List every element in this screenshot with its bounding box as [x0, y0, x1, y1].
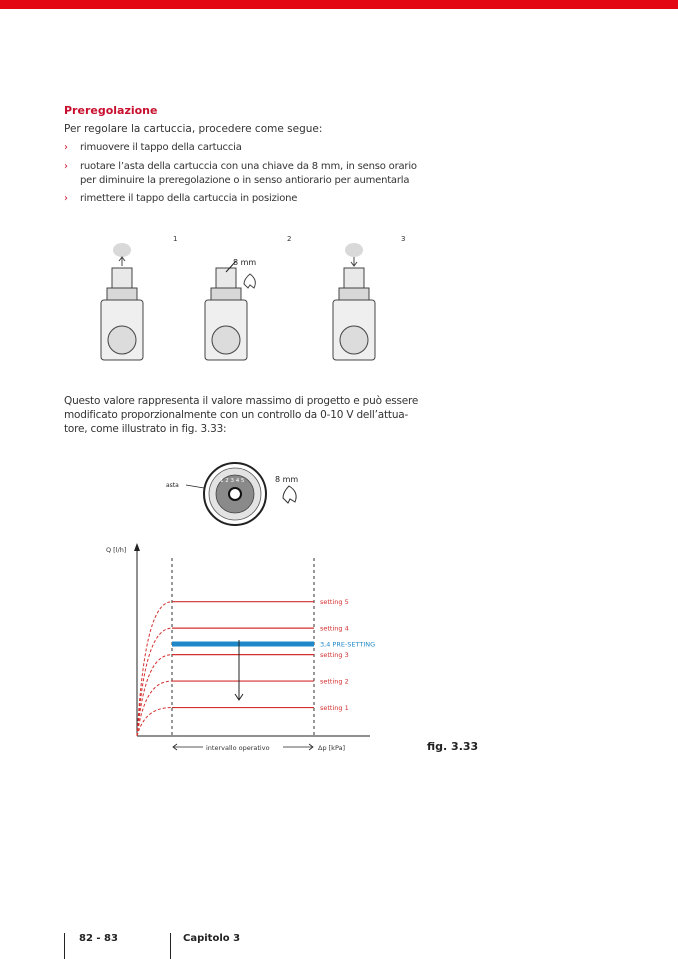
description-paragraph: [64, 394, 424, 436]
bullet-item: [64, 141, 420, 155]
series-label: setting 5: [320, 598, 349, 607]
operating-range-label: intervallo operativo: [206, 744, 270, 752]
series-label: setting 1: [320, 704, 349, 713]
footer-divider: [64, 933, 65, 959]
x-axis-label: Δp [kPa]: [318, 744, 346, 752]
series-label: setting 3: [320, 651, 349, 660]
bullet-line: ruotare l’asta della cartuccia con una chiave da 8 mm, in senso orario: [80, 161, 417, 172]
dial-scale: 1 2 3 4 5: [220, 478, 245, 484]
bullet-text: rimettere il tappo della cartuccia in posizione: [80, 193, 298, 204]
top-accent-bar: [0, 0, 678, 9]
wrench-size-label: 8 mm: [233, 258, 257, 267]
bullet-text: rimuovere il tappo della cartuccia: [80, 142, 242, 153]
footer-divider: [170, 933, 171, 959]
cartridge-steps-illustration: [90, 228, 430, 374]
series-label: setting 4: [320, 624, 349, 633]
y-axis-label: Q [l/h]: [106, 546, 127, 554]
chevron-right-icon: ›: [64, 142, 68, 153]
series-curve: [137, 708, 172, 736]
intro-text: Per regolare la cartuccia, procedere come segue:: [64, 123, 323, 135]
bullet-item: [64, 160, 420, 188]
valve-step-1: [101, 243, 143, 360]
step-number-2: 2: [287, 235, 292, 243]
series-curve: [137, 655, 172, 736]
series-curve: [137, 628, 172, 736]
dial-wrench-label: 8 mm: [275, 475, 299, 484]
y-axis: [134, 543, 140, 736]
series-label: setting 2: [320, 677, 349, 686]
dial-illustration: [160, 456, 320, 532]
paragraph-line: tore, come illustrato in fig. 3.33:: [64, 423, 227, 435]
flow-chart: [100, 540, 400, 760]
step-number-1: 1: [173, 235, 178, 243]
bullet-item: [64, 192, 420, 206]
asta-label: asta: [166, 482, 179, 489]
valve-step-3: [333, 243, 375, 360]
valve-step-2: [205, 261, 255, 360]
bullet-text: [80, 160, 420, 188]
series-label: 3,4 PRE-SETTING: [320, 640, 376, 649]
step-number-3: 3: [401, 235, 406, 243]
section-heading: Preregolazione: [64, 104, 158, 117]
page-numbers: 82 - 83: [79, 933, 118, 944]
bullet-line: per diminuire la preregolazione o in senso antiorario per aumentarla: [80, 175, 410, 186]
paragraph-line: Questo valore rappresenta il valore massimo di progetto e può essere: [64, 395, 419, 407]
setting-arrow: [235, 640, 243, 700]
figure-caption: fig. 3.33: [427, 740, 479, 753]
paragraph-line: modificato proporzionalmente con un controllo da 0-10 V dell’attua-: [64, 409, 409, 421]
chevron-right-icon: ›: [64, 193, 68, 204]
chevron-right-icon: ›: [64, 161, 68, 172]
series-curve: [137, 602, 172, 736]
chapter-label: Capitolo 3: [183, 933, 241, 944]
